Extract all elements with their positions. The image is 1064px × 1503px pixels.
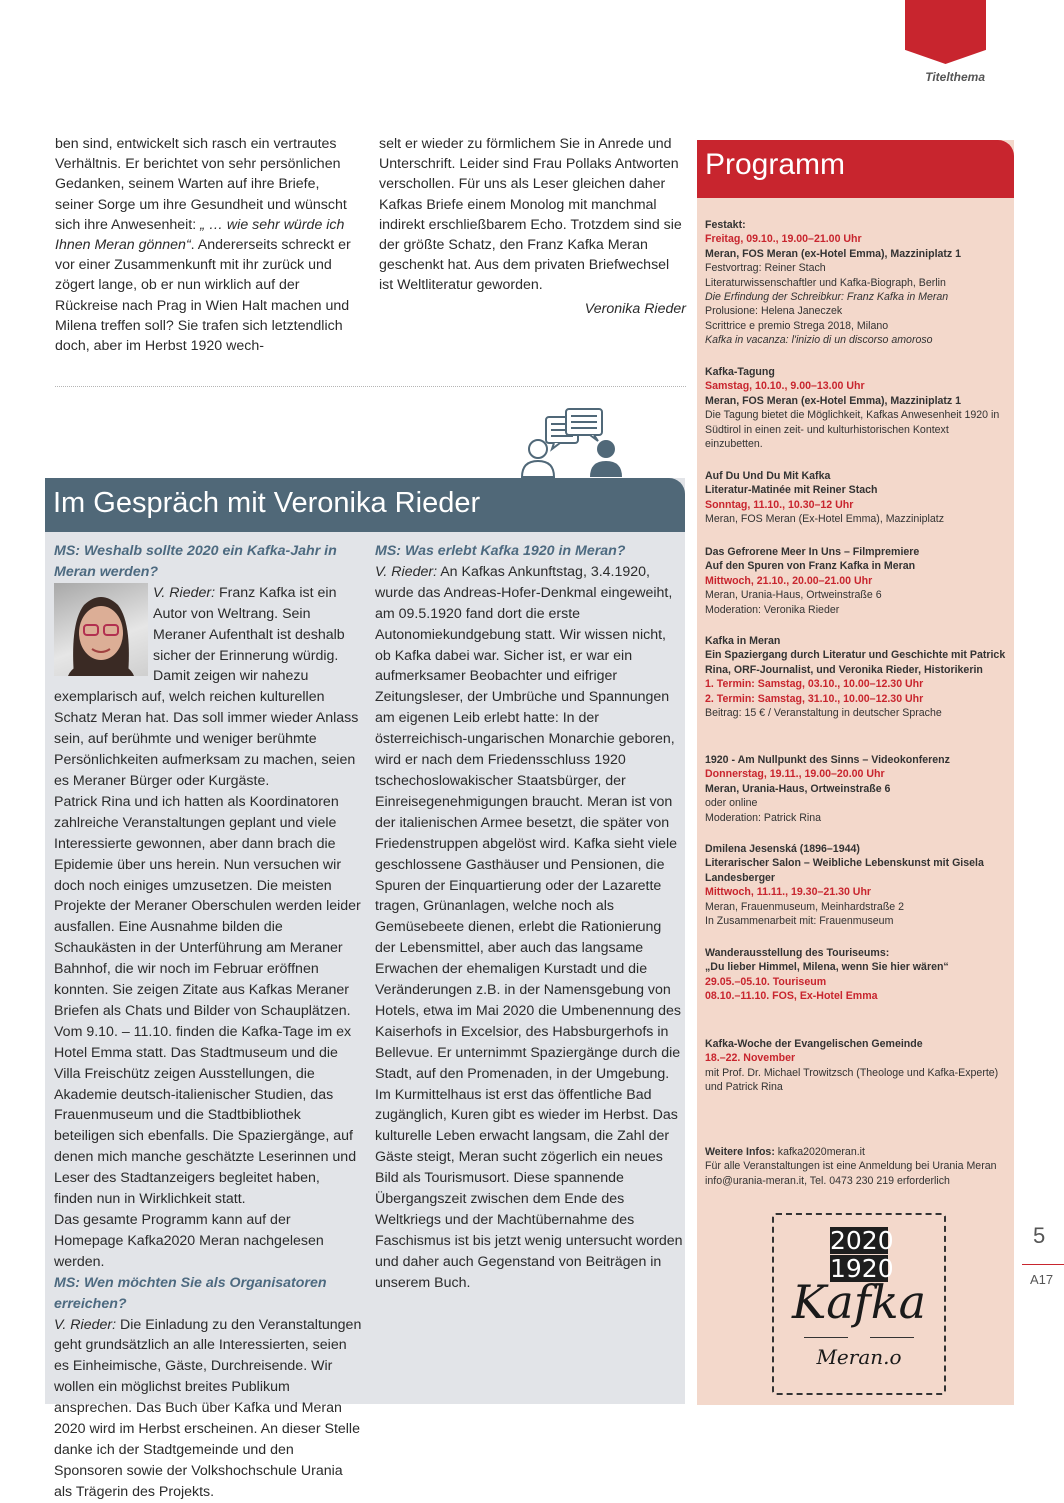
- divider: [55, 386, 686, 387]
- event-line: 08.10.–11.10. FOS, Ex-Hotel Emma: [705, 990, 878, 1003]
- speaker-label: V. Rieder:: [54, 1316, 117, 1333]
- event-line: Festvortrag: Reiner Stach: [705, 262, 826, 275]
- logo-subtitle: Meran.o: [816, 1345, 902, 1369]
- article-text-rest: . Andererseits schreckt er vor einer Zusammenkunft mit ihr zurück und zögert lange, ob er nun wirklich auf der Rückreise nach Prag in Wien Halt machen und Milena treffen soll? Sie trafen sich letztendlich doch, aber im Herbst 1920 wech-: [55, 237, 351, 355]
- portrait-photo: [54, 583, 148, 676]
- speaker-label: V. Rieder:: [153, 584, 216, 601]
- interview-header: [45, 478, 685, 532]
- interview-question: MS: Was erlebt Kafka 1920 in Meran?: [375, 543, 626, 559]
- event-line: Literaturwissenschaftler und Kafka-Biograph, Berlin: [705, 276, 946, 289]
- event-line: Meran, Urania-Haus, Ortweinstraße 6: [705, 589, 882, 602]
- event-line: Beitrag: 15 € / Veranstaltung in deutscher Sprache: [705, 707, 942, 720]
- event-line: mit Prof. Dr. Michael Trowitzsch (Theologe und Kafka-Experte) und Patrick Rina: [705, 1066, 999, 1094]
- event-line: Freitag, 09.10., 19.00–21.00 Uhr: [705, 233, 862, 246]
- interview-column-1: [54, 541, 362, 1503]
- interview-answer: Franz Kafka ist ein Autor von Weltrang. Sein Meraner Aufenthalt ist deshalb sicher der Erinnerung würdig. Damit zeigen wir nahezu exemplarisch auf, welch reichen kulturellen Schatz Meran hat. Das soll immer wieder Anlass sein, auf berühmte und weniger berühmte Persönlichkeiten aufmerksam zu machen, seien es Meraner Bürger oder Kurgäste.: [54, 584, 359, 789]
- event-line: Auf den Spuren von Franz Kafka in Meran: [705, 560, 916, 573]
- logo-rule: [804, 1337, 848, 1338]
- program-event: [705, 946, 1007, 1004]
- event-line: 18.–22. November: [705, 1052, 796, 1065]
- program-event: [705, 545, 1007, 617]
- event-line: 1. Termin: Samstag, 03.10., 10.00–12.30 Uhr: [705, 678, 924, 691]
- interview-column-2: [375, 541, 683, 1294]
- event-line: Sonntag, 11.10., 10.30–12 Uhr: [705, 498, 854, 511]
- program-title: Programm: [705, 148, 846, 181]
- event-line: Samstag, 10.10., 9.00–13.00 Uhr: [705, 380, 865, 393]
- interview-question: MS: Wen möchten Sie als Organisatoren erreichen?: [54, 1274, 327, 1312]
- event-line: 1920 - Am Nullpunkt des Sinns – Videokonferenz: [705, 754, 950, 766]
- kafka-logo: [772, 1213, 946, 1395]
- event-line: Meran, FOS Meran (ex-Hotel Emma), Mazziniplatz 1: [705, 394, 962, 407]
- event-line: Mittwoch, 21.10., 20.00–21.00 Uhr: [705, 574, 873, 587]
- page-code: A17: [1030, 1272, 1054, 1287]
- logo-year-2020: 2020: [830, 1226, 894, 1255]
- program-event: [705, 218, 1007, 348]
- info-label: Weitere Infos:: [705, 1146, 775, 1158]
- interview-answer: Patrick Rina und ich hatten als Koordinatoren zahlreiche Veranstaltungen geplant und viele Interessierte gewonnen, aber dann brach die Epidemie über uns herein. Nun versuchen wir doch noch einiges umzusetzen. Die meisten Projekte der Meraner Oberschulen werden leider ausfallen. Eine Ausnahme bilden die Schaukästen in der Unterführung am Meraner Bahnhof, die wir noch im Februar eröffnen konnten. Sie zeigen Zitate aus Kafkas Meraner Briefen als Chats und Bilder von Schauplätzen. Vom 9.10. – 11.10. finden die Kafka-Tage im ex Hotel Emma statt. Das Stadtmuseum und die Villa Freischütz zeigen Ausstellungen, die Akademie deutsch-italienischer Studien, das Frauenmuseum und die Stadtbibliothek beteiligen sich ebenfalls. Die Spaziergänge, auf denen mich manche geschätzte Leserinnen und Leser des Stadtanzeigers begleitet haben, finden nun in Wirklichkeit statt.: [54, 793, 361, 1208]
- event-line: Meran, Urania-Haus, Ortweinstraße 6: [705, 782, 891, 795]
- interview-answer: Die Einladung zu den Veranstaltungen geht grundsätzlich an alle Interessierten, seien es Einheimische, Gäste, Durchreisende. Wir wollen ein möglichst breites Publikum ansprechen. Das Buch über Kafka und Meran 2020 wird im Herbst erscheinen. An dieser Stelle danke ich der Stadtgemeinde und den Sponsoren sowie der Volkshochschule Urania als Trägerin des Projekts.: [54, 1316, 362, 1500]
- speaker-label: V. Rieder:: [375, 563, 438, 580]
- logo-year-1920: 1920: [830, 1254, 894, 1283]
- interview-answer: An Kafkas Ankunftstag, 3.4.1920, wurde das Andreas-Hofer-Denkmal eingeweiht, am 09.5.1920 fand dort die erste Autonomiekundgebung statt. Wir wissen nicht, ob Kafka dabei war. Sicher ist, er war ein aufmerksamer Beobachter und eifriger Zeitungsleser, der Umbrüche und Spannungen am eigenen Leib erlebt hatte: In der österreichisch-ungarischen Monarchie geboren, wird er nach dem Friedensschluss 1920 tschechoslowakischer Staatsbürger, der Einreisegenehmigungen braucht. Meran ist von der italienischen Armee besetzt, die später von Friedenstruppen abgelöst wird. Kafka sieht viele geschlossene Gasthäuser und Pensionen, die Spuren der Einquartierung oder der Lazarette tragen, Grünanlagen, welche noch als Gemüsebeete dienen, erlebt die Rationierung der Lebensmittel, aber auch das langsame Erwachen der ehemaligen Kurstadt und die Veränderungen z.B. in der Namensgebung von Hotels, etwa im Mai 2020 die Umbenennung des Kaiserhofs in Excelsior, des Habsburgerhofs in Bellevue. Er unternimmt Spaziergänge durch die Stadt, auf den Promenaden, in der Umgebung. Im Kurmittelhaus ist erst das öffentliche Bad zugänglich, Kuren gibt es wieder im Herbst. Das kulturelle Leben erwacht langsam, die Zahl der Gäste steigt, Meran sucht zögerlich ein neues Bild als Tourismusort. Diese spannende Übergangszeit zwischen dem Ende des Weltkriegs und der Machtübernahme des Faschismus ist bis jetzt wenig untersucht worden und daher auch Gegenstand von Beiträgen in unserem Buch.: [375, 563, 683, 1291]
- info-block: [705, 1145, 1007, 1188]
- article-text: selt er wieder zu förmlichem Sie in Anrede und Unterschrift. Leider sind Frau Pollaks Antworten verschollen. Für uns als Leser gleichen daher Kafkas Briefe einem Monolog mit manchmal indirekt erschließbarem Echo. Trotzdem sind sie der größte Schatz, den Franz Kafka Meran geschenkt hat. Aus dem privaten Briefwechsel ist Weltliteratur geworden.: [379, 136, 682, 294]
- event-line: Moderation: Veronika Rieder: [705, 603, 840, 616]
- event-line: Meran, FOS Meran (ex-Hotel Emma), Mazziniplatz 1: [705, 247, 962, 260]
- event-line: Kafka-Woche der Evangelischen Gemeinde: [705, 1038, 923, 1050]
- program-event: [705, 365, 1007, 451]
- conversation-icon: [518, 407, 626, 479]
- event-line: 29.05.–05.10. Touriseum: [705, 975, 827, 988]
- info-text: Für alle Veranstaltungen ist eine Anmeldung bei Urania Meran info@urania-meran.it, Tel. 0473 230 219 erforderlich: [705, 1160, 997, 1187]
- interview-question: MS: Weshalb sollte 2020 ein Kafka-Jahr in Meran werden?: [54, 543, 337, 580]
- program-event: [705, 634, 1007, 720]
- event-line: 2. Termin: Samstag, 31.10., 10.00–12.30 Uhr: [705, 692, 924, 705]
- event-line: Donnerstag, 19.11., 19.00–20.00 Uhr: [705, 768, 885, 781]
- event-line: Mittwoch, 11.11., 19.30–21.30 Uhr: [705, 886, 872, 899]
- page-rule: [1022, 1264, 1064, 1265]
- interview-box: [45, 478, 685, 1500]
- event-line: Meran, Frauenmuseum, Meinhardstraße 2: [705, 900, 905, 913]
- event-line: Kafka in Meran: [705, 635, 781, 647]
- info-url[interactable]: kafka2020meran.it: [774, 1146, 865, 1158]
- event-line: „Du lieber Himmel, Milena, wenn Sie hier wären“: [705, 961, 949, 974]
- event-line: Die Tagung bietet die Möglichkeit, Kafkas Anwesenheit 1920 in Südtirol in einen zeit- und kulturhistorischen Kontext einzubetten.: [705, 409, 1000, 451]
- page-number: 5: [1033, 1223, 1046, 1248]
- article-quote: „ … wie sehr würde ich Ihnen Meran gönnen“: [55, 216, 345, 254]
- event-line: Prolusione: Helena Janeczek: [705, 305, 843, 318]
- section-tab-marker: [905, 0, 986, 64]
- article-author: Veronika Rieder: [584, 300, 686, 317]
- interview-answer: Das gesamte Programm kann auf der Homepage Kafka2020 Meran nachgelesen werden.: [54, 1212, 324, 1270]
- event-line: Kafka in vacanza: l'inizio di un discorso amoroso: [705, 334, 933, 347]
- program-event: [705, 842, 1007, 928]
- event-line: Scrittrice e premio Strega 2018, Milano: [705, 319, 889, 332]
- program-event: [705, 1037, 1007, 1095]
- article-text: ben sind, entwickelt sich rasch ein vertrautes Verhältnis. Er berichtet von sehr persönlichen Gedanken, seinem Warten auf ihre Briefe, seiner Sorge um ihre Gesundheit und wünscht sich ihre Anwesenheit:: [55, 136, 347, 233]
- article-column-1: [55, 134, 362, 356]
- event-line: In Zusammenarbeit mit: Frauenmuseum: [705, 915, 894, 928]
- interview-title: Im Gespräch mit Veronika Rieder: [53, 487, 481, 519]
- section-label: Titelthema: [925, 70, 985, 84]
- event-line: Literarischer Salon – Weibliche Lebenskunst mit Gisela Landesberger: [705, 857, 984, 884]
- event-line: Wanderausstellung des Touriseums:: [705, 947, 890, 959]
- event-line: Dmilena Jesenská (1896–1944): [705, 843, 860, 855]
- event-line: Ein Spaziergang durch Literatur und Geschichte mit Patrick Rina, ORF-Journalist, und Veronika Rieder, Historikerin: [705, 649, 1006, 676]
- event-line: Meran, FOS Meran (Ex-Hotel Emma), Mazziniplatz: [705, 513, 945, 526]
- program-header: [697, 140, 1014, 198]
- program-box: [697, 140, 1014, 1405]
- event-line: Festakt:: [705, 219, 746, 231]
- event-line: Literatur-Matinée mit Reiner Stach: [705, 484, 878, 497]
- event-line: Die Erfindung der Schreibkur: Franz Kafka in Meran: [705, 291, 949, 304]
- event-line: Moderation: Patrick Rina: [705, 811, 821, 824]
- logo-script: Kafka: [791, 1275, 927, 1329]
- event-line: Das Gefrorene Meer In Uns – Filmpremiere: [705, 546, 920, 558]
- event-line: oder online: [705, 797, 758, 810]
- event-line: Kafka-Tagung: [705, 366, 775, 378]
- program-event: [705, 753, 1007, 825]
- logo-rule: [870, 1337, 914, 1338]
- event-line: Auf Du Und Du Mit Kafka: [705, 470, 831, 482]
- program-event: [705, 469, 1007, 527]
- article-column-2: [379, 134, 686, 319]
